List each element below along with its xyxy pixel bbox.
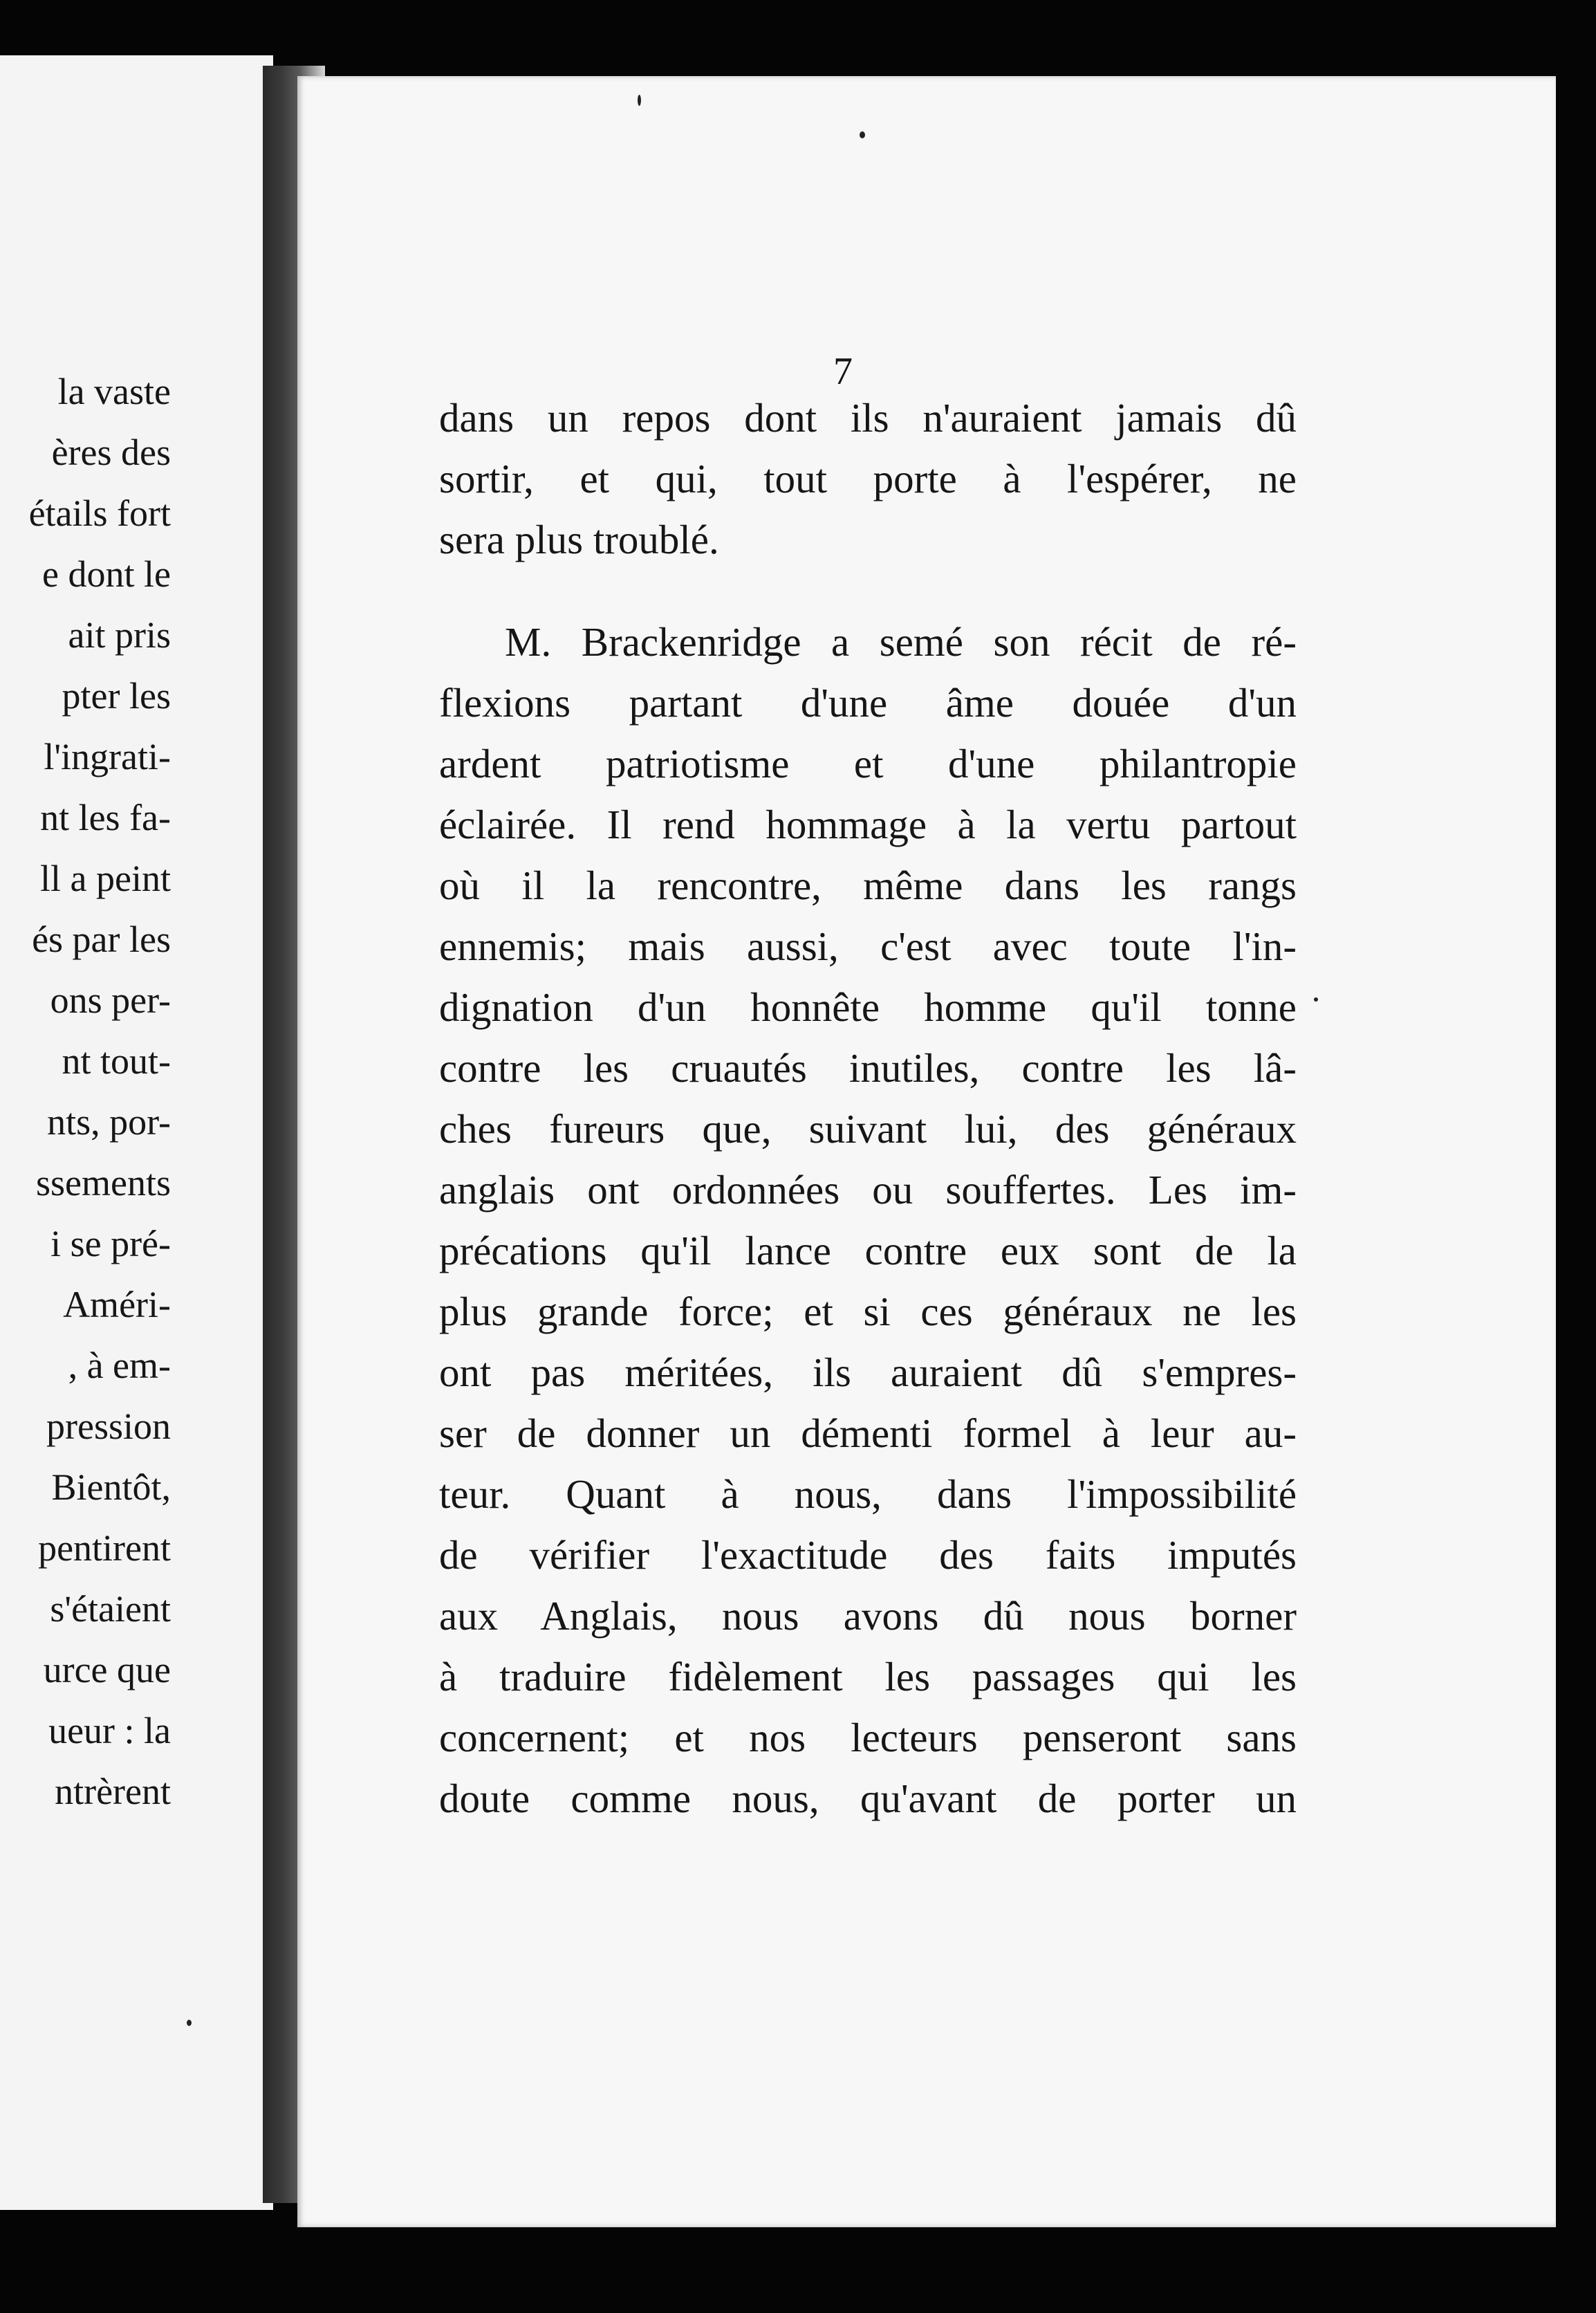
left-page-line: és par les (32, 919, 171, 960)
page-number: 7 (833, 350, 853, 393)
text-line: dignation d'un honnête homme qu'il tonne (439, 984, 1297, 1030)
text-line: sortir, et qui, tout porte à l'espérer, ne (439, 456, 1297, 501)
left-page-line: ntrèrent (55, 1771, 171, 1812)
left-page-line: nt tout- (62, 1040, 171, 1082)
left-page-line: , à em- (68, 1345, 171, 1386)
text-line: flexions partant d'une âme douée d'un (439, 680, 1297, 726)
text-line: précations qu'il lance contre eux sont de la (439, 1228, 1297, 1273)
left-page-line: i se pré- (50, 1223, 171, 1264)
text-line: aux Anglais, nous avons dû nous borner (439, 1593, 1297, 1639)
scan-speck (638, 95, 641, 106)
text-line: plus grande force; et si ces généraux ne les (439, 1289, 1297, 1334)
left-page-line: pentirent (38, 1527, 171, 1569)
left-page-line: ssements (36, 1162, 171, 1204)
text-line: contre les cruautés inutiles, contre les lâ- (439, 1045, 1297, 1091)
left-page-line: nt les fa- (40, 797, 171, 838)
left-page-line: ll a peint (40, 858, 171, 899)
left-page-line: urce que (43, 1649, 171, 1690)
text-line: M. Brackenridge a semé son récit de ré- (505, 619, 1297, 665)
text-line: ser de donner un démenti formel à leur au- (439, 1410, 1297, 1456)
left-page-line: Améri- (63, 1284, 171, 1325)
left-page-line: ait pris (68, 614, 171, 656)
left-page-line: s'étaient (50, 1588, 171, 1630)
text-line: dans un repos dont ils n'auraient jamais dû (439, 395, 1297, 441)
left-page-line: ères des (51, 432, 171, 473)
text-line: éclairée. Il rend hommage à la vertu partout (439, 802, 1297, 847)
text-line: ennemis; mais aussi, c'est avec toute l'in- (439, 923, 1297, 969)
left-page-line: ueur : la (48, 1710, 171, 1751)
scan-speck (860, 131, 865, 138)
left-page-line: étails fort (28, 492, 171, 534)
left-page-line: e dont le (42, 553, 171, 595)
text-line: à traduire fidèlement les passages qui les (439, 1654, 1297, 1699)
left-page-line: Bientôt, (51, 1466, 171, 1508)
text-line: ches fureurs que, suivant lui, des généraux (439, 1106, 1297, 1152)
text-line: anglais ont ordonnées ou souffertes. Les im- (439, 1167, 1297, 1213)
body-text (439, 387, 1297, 1829)
left-page-line: pression (46, 1406, 171, 1447)
left-facing-page (0, 55, 273, 2210)
text-line: de vérifier l'exactitude des faits imputés (439, 1532, 1297, 1578)
scan-speck (1314, 997, 1318, 1002)
left-page-line: pter les (62, 675, 171, 717)
text-line: concernent; et nos lecteurs penseront sans (439, 1715, 1297, 1760)
paragraph-gap (439, 570, 1297, 611)
text-line: ardent patriotisme et d'une philantropie (439, 741, 1297, 786)
text-line: ont pas méritées, ils auraient dû s'empres- (439, 1349, 1297, 1395)
text-line: doute comme nous, qu'avant de porter un (439, 1776, 1297, 1821)
scan-speck (187, 2020, 192, 2026)
left-page-line: l'ingrati- (44, 736, 171, 777)
left-page-line: ons per- (50, 979, 171, 1021)
text-line: où il la rencontre, même dans les rangs (439, 863, 1297, 908)
text-line: sera plus troublé. (439, 517, 719, 562)
left-page-line: la vaste (57, 371, 171, 412)
left-page-line: nts, por- (47, 1101, 171, 1143)
text-line: teur. Quant à nous, dans l'impossibilité (439, 1471, 1297, 1517)
